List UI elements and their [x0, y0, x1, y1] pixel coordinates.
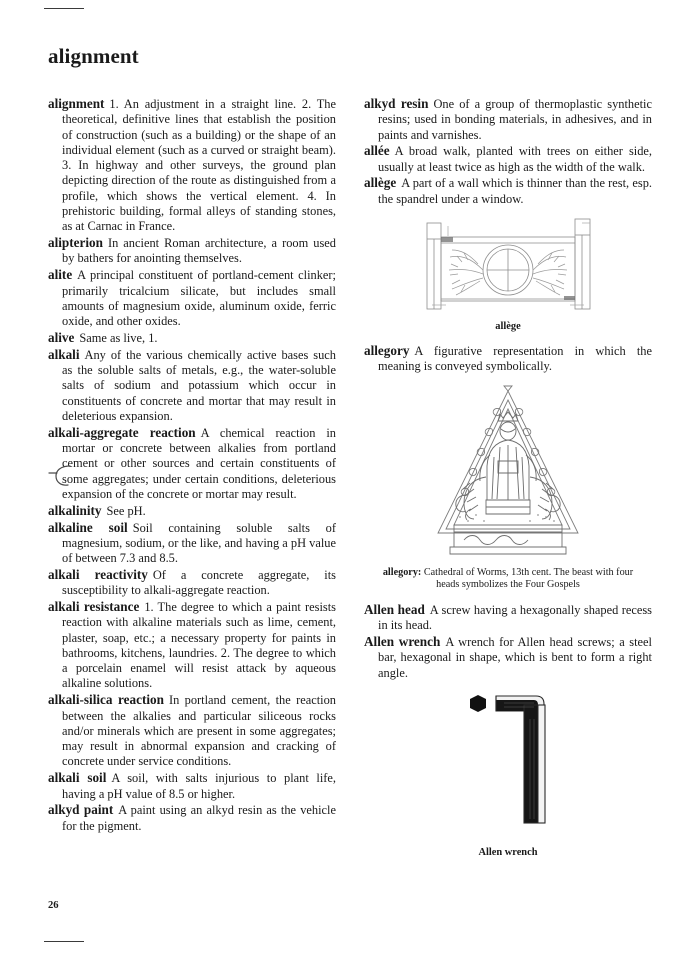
- entry-headword: alive: [48, 329, 75, 345]
- entry-definition: Of a concrete aggregate, its susceptibility to alkali-aggregate reaction.: [62, 567, 336, 598]
- entry-definition: A broad walk, planted with trees on either side, usually at least twice as high as the width of the walk.: [378, 144, 652, 174]
- dictionary-entry: [48, 267, 336, 329]
- entry-headword: Allen head: [364, 601, 425, 617]
- entry-definition: A screw having a hexagonally shaped recess in its head.: [378, 602, 653, 633]
- allege-figure: [364, 217, 652, 333]
- figure-caption: allège: [495, 321, 521, 333]
- allegory-figure: [364, 385, 652, 592]
- dictionary-entry: [48, 802, 336, 834]
- entry-definition: Any of the various chemically active bases such as the soluble salts of metals, e.g., the water-soluble salts of sodium and potassium which occur in constituents of concrete and mortar that may result in deleterious expansion.: [62, 347, 336, 423]
- dictionary-entry: [48, 692, 336, 769]
- page-number: 26: [48, 900, 59, 911]
- entry-headword: allée: [364, 143, 390, 159]
- dictionary-entry: [48, 770, 336, 802]
- entry-definition: Soil containing soluble salts of magnesium, sodium, or the like, and having a pH value of between 7.3 and 8.5.: [62, 520, 336, 566]
- dictionary-entry: [364, 143, 652, 175]
- dictionary-entry: [48, 347, 336, 424]
- entry-definition: 1. An adjustment in a straight line. 2. The theoretical, definitive lines that establish the position of construction (such as a building) or the shape of an individual element (such as a curved or straight beam). 3. In highway and other surveys, the ground plan depicting direction of the route as distinguished from a profile, which shows the vertical element. 4. In prehistoric building, formal alleys of standing stones, as at Carnac in France.: [62, 97, 336, 234]
- entry-headword: alkali-aggregate reaction: [48, 424, 196, 440]
- dictionary-entry: [48, 520, 336, 567]
- entry-headword: alkali-silica reaction: [48, 692, 164, 708]
- page-title: alignment: [48, 44, 139, 68]
- dictionary-entry: [48, 503, 336, 519]
- entry-definition: A soil, with salts injurious to plant life, having a pH value of 8.5 or higher.: [62, 771, 336, 801]
- entry-headword: alkali resistance: [48, 599, 140, 614]
- dictionary-entry: [364, 602, 652, 634]
- figure-caption: [364, 567, 652, 592]
- entry-headword: alkali reactivity: [48, 566, 148, 582]
- entry-headword: allegory: [364, 343, 410, 359]
- entry-definition: A wrench for Allen head screws; a steel bar, hexagonal in shape, which is bent to form a right angle.: [378, 634, 652, 680]
- figure-caption: Allen wrench: [478, 846, 538, 858]
- entry-headword: alkali: [48, 346, 80, 362]
- entry-headword: alkyd paint: [48, 802, 114, 818]
- allen-wrench-figure: [364, 691, 652, 859]
- entry-definition: A figurative representation in which the meaning is conveyed symbolically.: [378, 344, 652, 374]
- dictionary-entry: [48, 235, 336, 267]
- dictionary-entry: [48, 599, 336, 692]
- entry-definition: 1. The degree to which a paint resists reaction with alkaline materials such as lime, cement, plaster, soap, etc.; a necessary property for paints in bathrooms, kitchens, laundries. 2. The degree to which a porcelain enamel will resist attack by aqueous alkaline solutions.: [62, 600, 337, 691]
- entry-headword: alkali soil: [48, 770, 107, 786]
- dictionary-entry: [364, 96, 652, 143]
- dictionary-entry: [364, 343, 652, 375]
- entry-headword: alkaline soil: [48, 519, 128, 535]
- entry-definition: One of a group of thermoplastic synthetic resins; used in bonding materials, in adhesives, and in paints and varnishes.: [378, 97, 652, 142]
- entry-headword: alipterion: [48, 235, 103, 251]
- entry-definition: A principal constituent of portland-cement clinker; primarily tricalcium silicate, but includes small amounts of magnesium oxide, aluminum oxide, ferric oxide, and other oxides.: [62, 268, 336, 329]
- entry-definition: A part of a wall which is thinner than the rest, esp. the spandrel under a window.: [378, 176, 652, 206]
- right-column: [364, 96, 652, 869]
- allegory-illustration: [424, 385, 592, 561]
- entry-headword: alkyd resin: [364, 96, 429, 111]
- left-column: [48, 96, 336, 834]
- entry-headword: alite: [48, 267, 73, 283]
- crop-mark-top: [44, 8, 84, 9]
- entry-definition: See pH.: [106, 503, 146, 518]
- entry-definition: In portland cement, the reaction between the alkalies and particular siliceous rocks and/or minerals which are present in some aggregates; may result in abnormal expansion and cracking of concrete under service conditions.: [62, 693, 336, 769]
- entry-headword: Allen wrench: [364, 633, 441, 649]
- entry-definition: A paint using an alkyd resin as the vehicle for the pigment.: [62, 803, 337, 833]
- allege-illustration: [418, 217, 598, 315]
- dictionary-entry: [48, 96, 336, 235]
- entry-definition: In ancient Roman architecture, a room used by bathers for anointing themselves.: [62, 236, 336, 266]
- entry-headword: alkalinity: [48, 502, 102, 518]
- dictionary-entry: [364, 175, 652, 207]
- figure-caption-lead: allegory:: [382, 566, 422, 578]
- entry-definition: A chemical reaction in mortar or concrete between alkalies from portland cement or other sources and certain constituents of some aggregates; under certain conditions, deleterious expansion of the concrete or mortar may result.: [62, 425, 336, 501]
- hex-section-icon: [470, 695, 486, 712]
- figure-caption-text: Cathedral of Worms, 13th cent. The beast with four heads symbolizes the Four Gospels: [423, 566, 634, 591]
- dictionary-entry: [48, 330, 336, 346]
- dictionary-entry: [48, 567, 336, 599]
- dictionary-entry: [364, 634, 652, 681]
- dictionary-entry: [48, 425, 336, 502]
- entry-headword: allège: [364, 175, 397, 191]
- entry-headword: alignment: [48, 96, 105, 111]
- entry-definition: Same as live, 1.: [79, 330, 158, 345]
- allen-wrench-illustration: [448, 691, 568, 841]
- crop-mark-bottom: [44, 941, 84, 942]
